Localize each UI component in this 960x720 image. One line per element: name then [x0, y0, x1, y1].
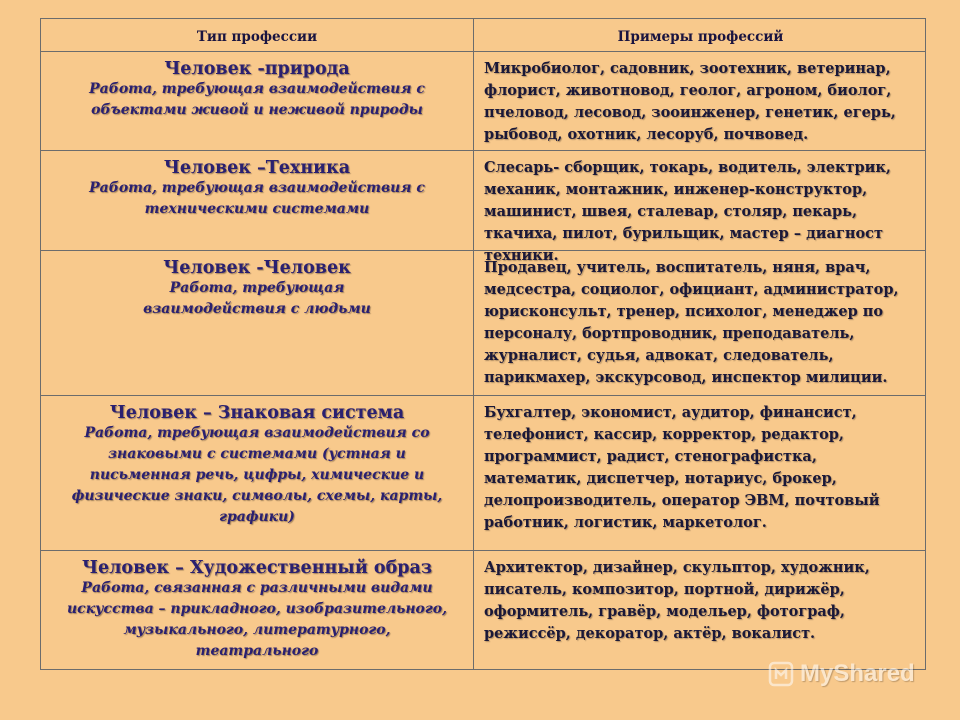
table-header-row	[41, 19, 925, 51]
examples-cell	[474, 151, 925, 264]
type-description: Работа, связанная с различными видами искусства – прикладного, изобразительного, музыкального, литературного, театрального	[67, 580, 447, 659]
table-row	[41, 550, 925, 669]
type-title: Человек -Человек	[163, 258, 351, 278]
type-cell	[41, 52, 474, 150]
type-cell	[41, 551, 474, 669]
header-type: Тип профессии	[41, 19, 474, 51]
table-row	[41, 150, 925, 264]
professions-list: Микробиолог, садовник, зоотехник, ветеринар, флорист, животновод, геолог, агроном, биолог, пчеловод, лесовод, зооинженер, генетик, егерь, рыбовод, охотник, лесоруб, почвовед.	[484, 60, 896, 143]
table-row	[41, 51, 925, 150]
watermark-text: MyShared	[800, 660, 915, 687]
type-description: Работа, требующая взаимодействия с техническими системами	[89, 180, 425, 217]
type-title: Человек -природа	[164, 59, 350, 79]
type-cell	[41, 396, 474, 550]
table-row	[41, 250, 925, 395]
type-description: Работа, требующая взаимодействия со знаковыми с системами (устная и письменная речь, цифры, химические и физические знаки, символы, схемы, карты, графики)	[71, 425, 443, 525]
professions-table	[40, 18, 926, 670]
professions-list: Слесарь- сборщик, токарь, водитель, электрик, механик, монтажник, инженер-конструктор, машинист, швея, сталевар, столяр, пекарь, ткачиха, пилот, бурильщик, мастер – диагност техники.	[484, 159, 891, 264]
type-description: Работа, требующая взаимодействия с людьми	[143, 280, 371, 317]
examples-cell	[474, 396, 925, 550]
professions-list: Архитектор, дизайнер, скульптор, художник, писатель, композитор, портной, дирижёр, оформитель, гравёр, модельер, фотограф, режиссёр, декоратор, актёр, вокалист.	[484, 559, 870, 642]
examples-cell	[474, 251, 925, 395]
type-title: Человек – Художественный образ	[81, 558, 433, 578]
examples-cell	[474, 52, 925, 150]
table-row	[41, 395, 925, 550]
header-examples: Примеры профессий	[617, 29, 784, 45]
type-title: Человек –Техника	[163, 158, 351, 178]
myshared-logo-icon	[768, 661, 794, 687]
examples-cell	[474, 551, 925, 669]
type-cell	[41, 251, 474, 395]
watermark	[768, 660, 915, 688]
professions-list: Бухгалтер, экономист, аудитор, финансист, телефонист, кассир, корректор, редактор, программист, радист, стенографистка, математик, диспетчер, нотариус, брокер, делопроизводитель, оператор ЭВМ, почтовый работник, логистик, маркетолог.	[484, 404, 880, 531]
type-title: Человек – Знаковая система	[109, 403, 405, 423]
professions-list: Продавец, учитель, воспитатель, няня, врач, медсестра, социолог, официант, администратор, юрисконсульт, тренер, психолог, менеджер по персоналу, бортпроводник, преподаватель, журналист, судья, адвокат, следователь, парикмахер, экскурсовод, инспектор милиции.	[484, 259, 899, 386]
type-description: Работа, требующая взаимодействия с объектами живой и неживой природы	[89, 81, 425, 118]
type-cell	[41, 151, 474, 250]
